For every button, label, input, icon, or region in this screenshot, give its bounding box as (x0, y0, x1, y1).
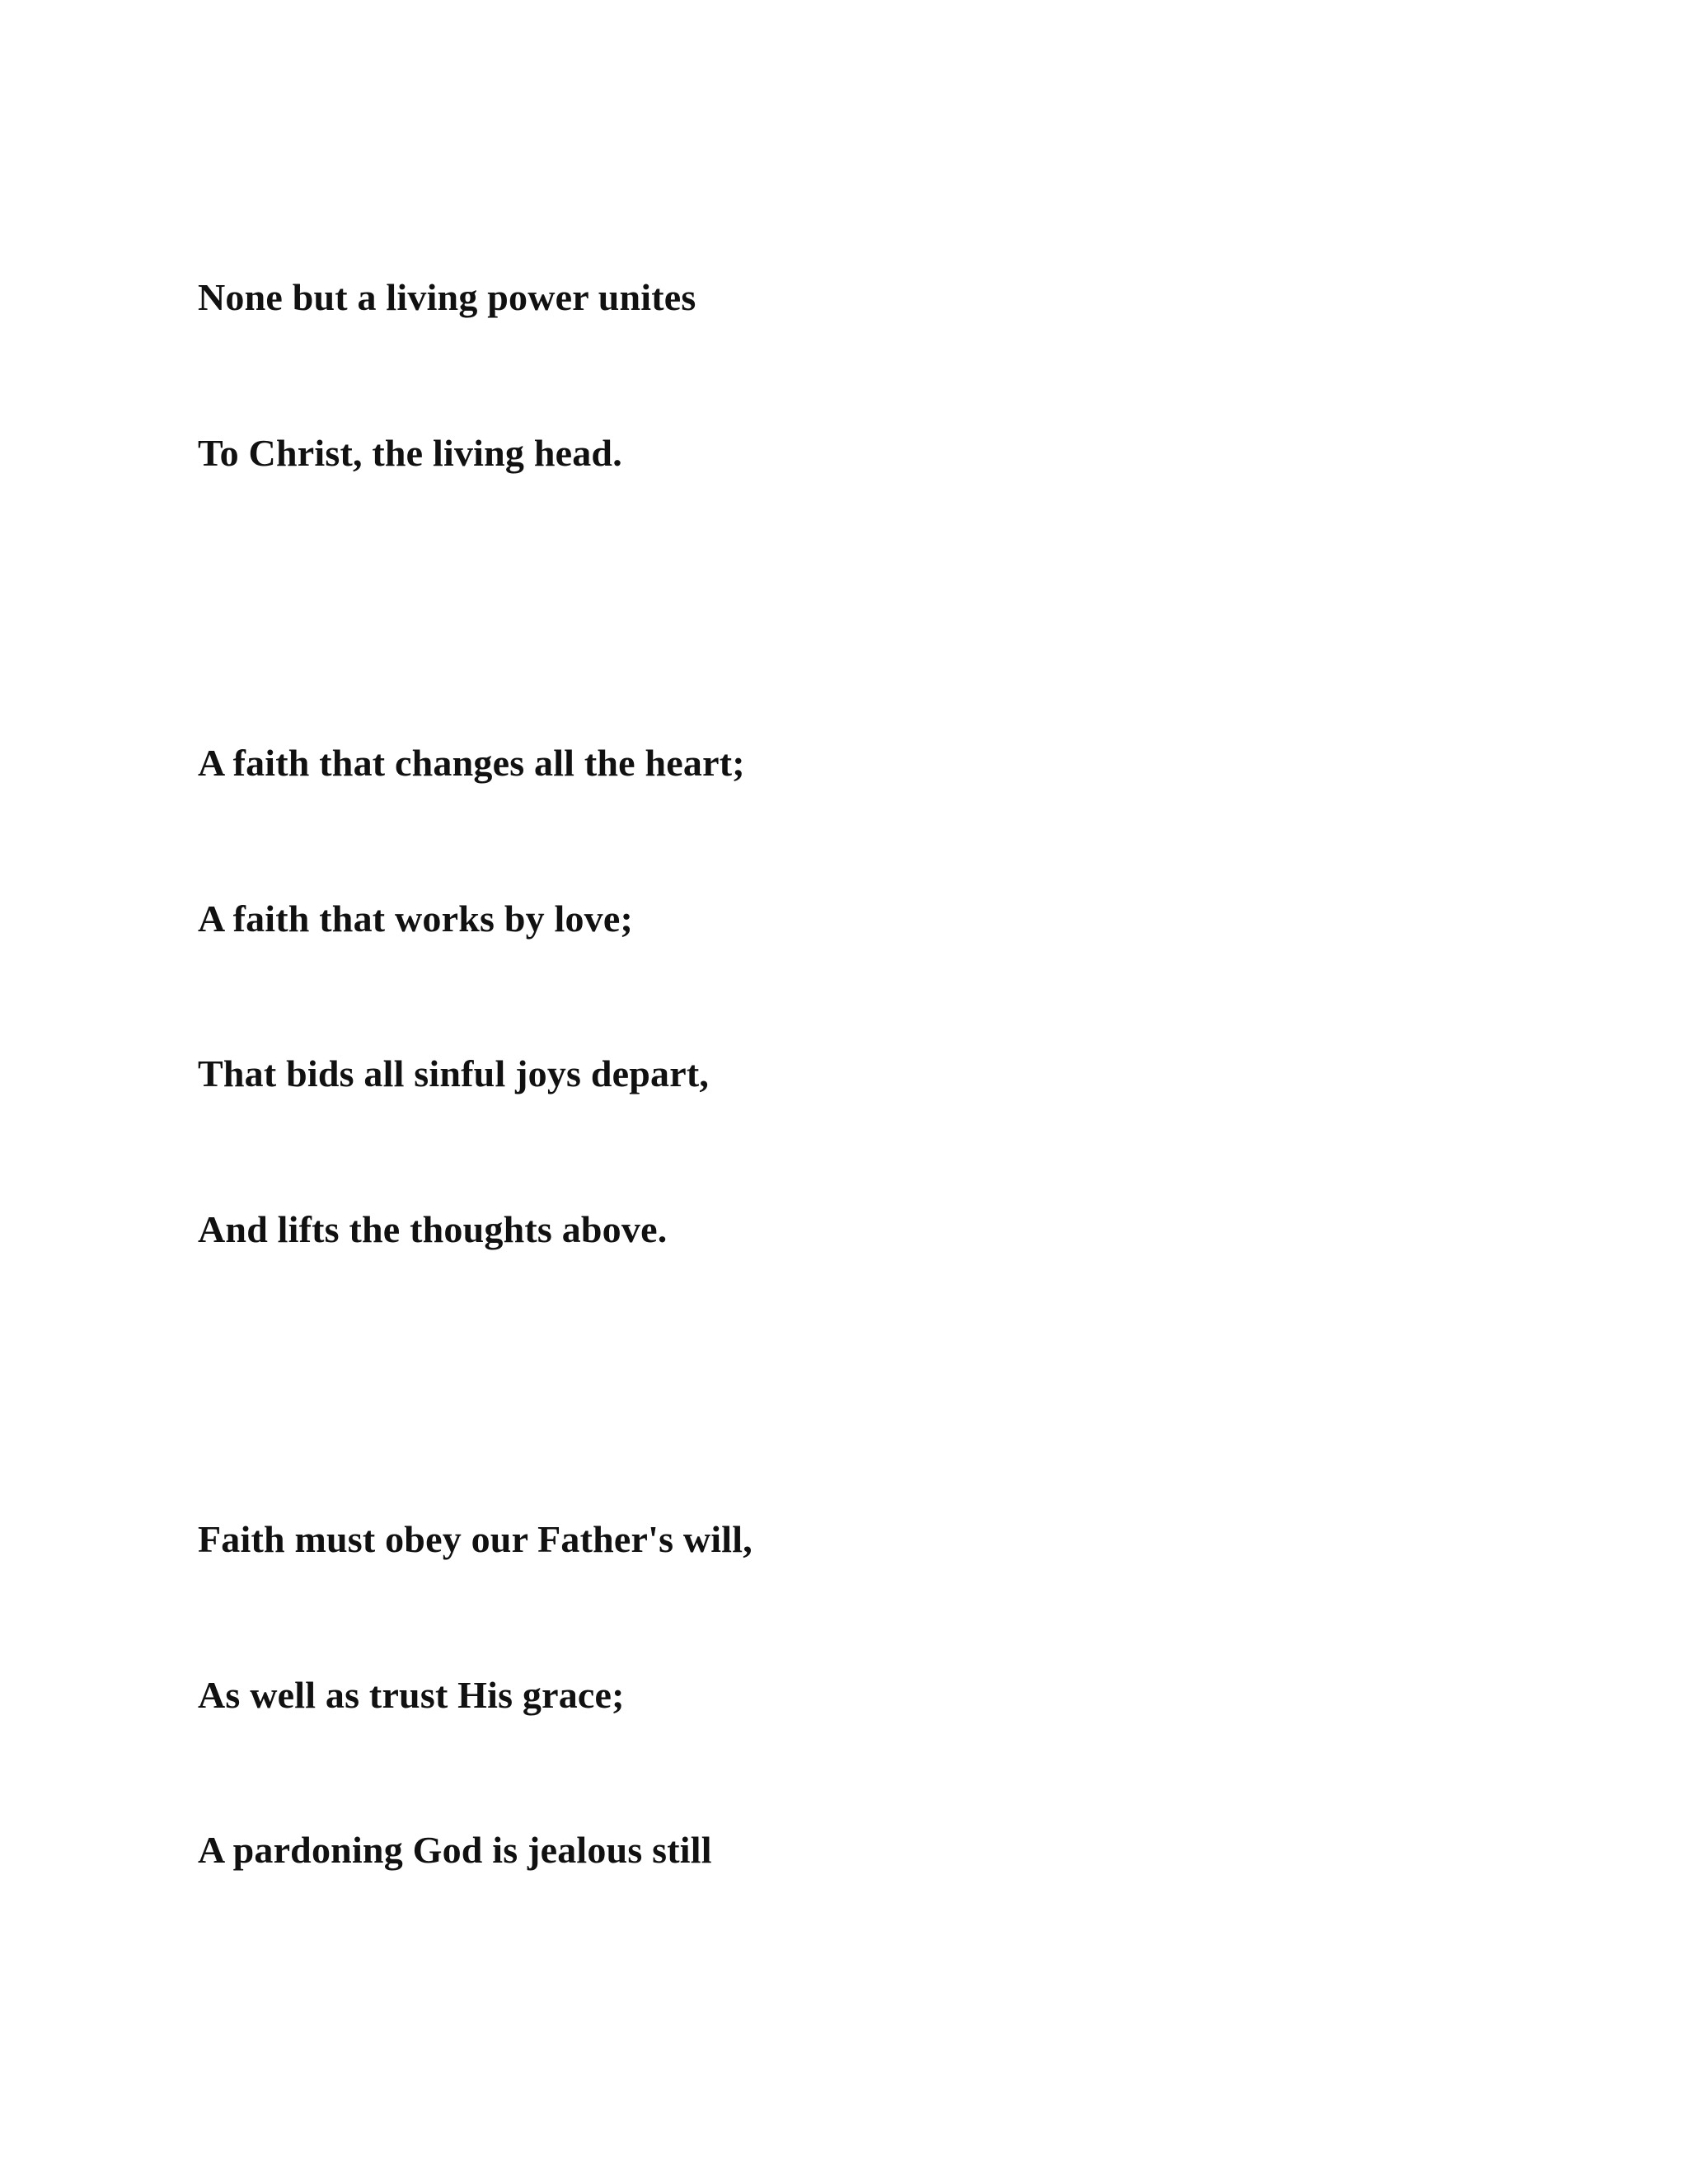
poem-line: To Christ, the living head. (198, 432, 622, 474)
poem-line: Faith must obey our Father's will, (198, 1518, 753, 1560)
poem-line: That bids all sinful joys depart, (198, 1052, 710, 1094)
poem-line: As well as trust His grace; (198, 1674, 625, 1716)
poem-line: A faith that works by love; (198, 898, 634, 940)
poem-line: And lifts the thoughts above. (198, 1208, 668, 1250)
poem-line: A pardoning God is jealous still (198, 1829, 712, 1871)
poem-line: None but a living power unites (198, 276, 696, 318)
poem-line: A faith that changes all the heart; (198, 742, 745, 784)
